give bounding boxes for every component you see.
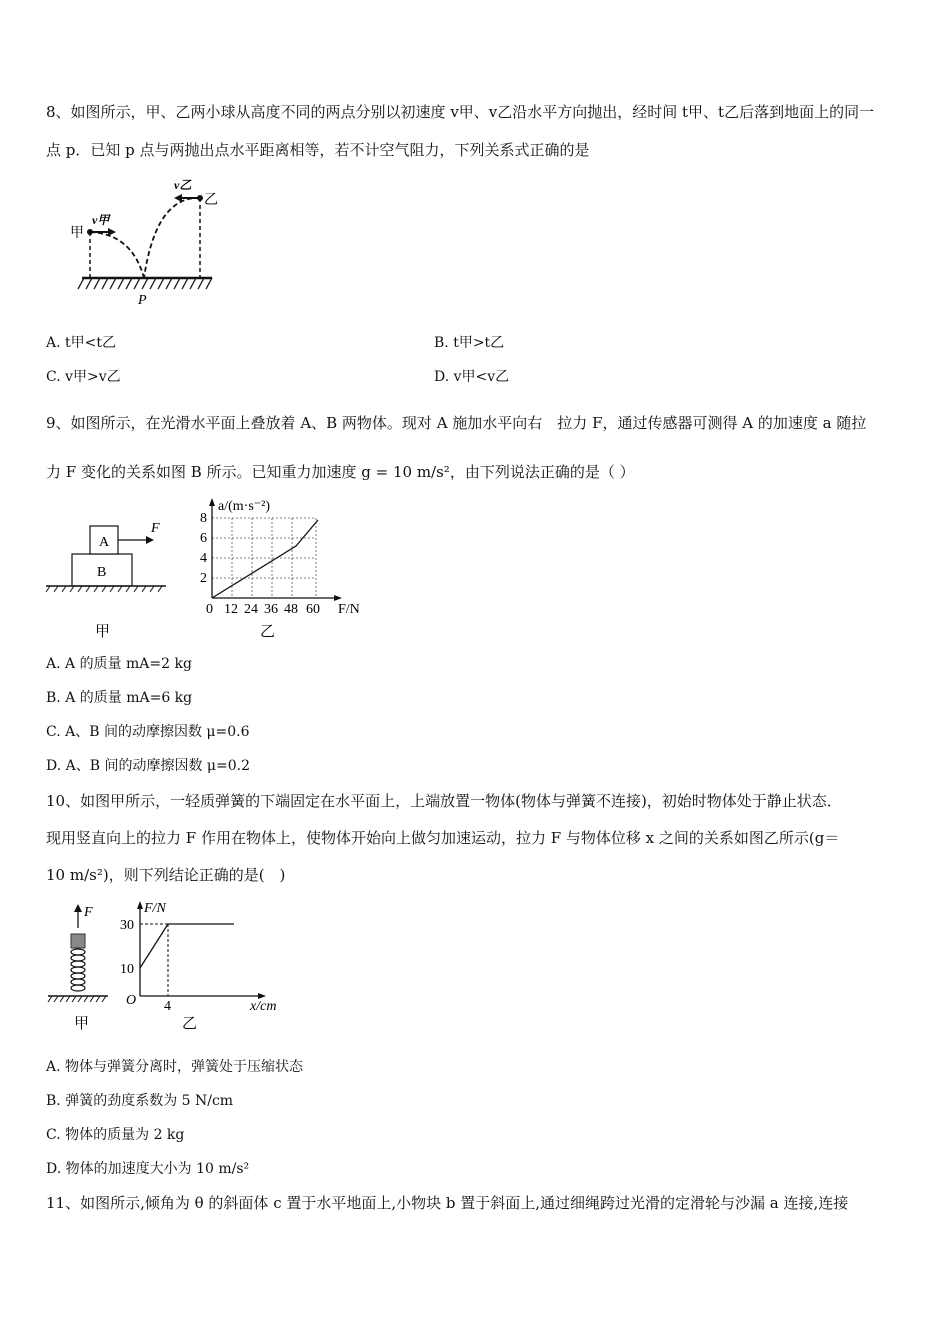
block-a-label: A bbox=[99, 535, 110, 550]
ytick-10: 10 bbox=[120, 962, 134, 977]
block bbox=[71, 934, 85, 948]
q9-option-a[interactable]: A. A 的质量 mA=2 kg bbox=[46, 656, 192, 672]
q8-projectile-figure bbox=[64, 174, 224, 310]
q10-stem-line3: 10 m/s²)，则下列结论正确的是( ) bbox=[46, 866, 286, 884]
q8-option-a[interactable]: A. t甲<t乙 bbox=[46, 335, 116, 351]
q9-stem-line1: 9、如图所示，在光滑水平面上叠放着 A、B 两物体。现对 A 施加水平向右 拉力 F，通过传感器可测得 A 的加速度 a 随拉 bbox=[46, 414, 867, 432]
q9-option-c[interactable]: C. A、B 间的动摩擦因数 μ=0.6 bbox=[46, 724, 250, 740]
q8-stem-line2: 点 p．已知 p 点与两抛出点水平距离相等，若不计空气阻力，下列关系式正确的是 bbox=[46, 141, 590, 159]
q10-left-caption: 甲 bbox=[74, 1016, 90, 1032]
ground-hatch bbox=[78, 278, 212, 289]
force-label: F bbox=[151, 521, 160, 536]
xtick-24: 24 bbox=[244, 602, 258, 617]
block-b-label: B bbox=[97, 565, 107, 580]
xtick-36: 36 bbox=[264, 602, 278, 617]
q11-stem-line1: 11、如图所示,倾角为 θ 的斜面体 c 置于水平地面上,小物块 b 置于斜面上,通过细绳跨过光滑的定滑轮与沙漏 a 连接,连接 bbox=[46, 1194, 849, 1212]
q10-option-a[interactable]: A. 物体与弹簧分离时，弹簧处于压缩状态 bbox=[46, 1059, 304, 1075]
pull-force-arrow bbox=[74, 904, 82, 912]
xtick-4: 4 bbox=[164, 999, 171, 1014]
q8-stem-line1: 8、如图所示，甲、乙两小球从高度不同的两点分别以初速度 v甲、v乙沿水平方向抛出，经时间 t甲、t乙后落到地面上的同一 bbox=[46, 103, 875, 121]
q9-xlabel: F/N bbox=[338, 602, 360, 617]
f-x-line bbox=[140, 924, 234, 968]
q10-option-d[interactable]: D. 物体的加速度大小为 10 m/s² bbox=[46, 1161, 250, 1177]
q10-stem-line1: 10、如图甲所示，一轻质弹簧的下端固定在水平面上，上端放置一物体(物体与弹簧不连接)，初始时物体处于静止状态． bbox=[46, 792, 842, 810]
grid bbox=[212, 518, 316, 598]
yi-trajectory bbox=[144, 198, 200, 278]
force-arrow bbox=[146, 536, 154, 544]
v-jia-label: v甲 bbox=[92, 213, 110, 227]
spring bbox=[71, 949, 85, 991]
q9-a-f-graph bbox=[196, 494, 376, 644]
jia-trajectory bbox=[90, 232, 144, 278]
p-label: P bbox=[138, 293, 147, 308]
origin-label: O bbox=[126, 993, 137, 1008]
q9-ylabel: a/(m·s⁻²) bbox=[218, 499, 271, 514]
xtick-12: 12 bbox=[224, 602, 238, 617]
q10-xlabel: x/cm bbox=[250, 999, 277, 1014]
xtick-0: 0 bbox=[206, 602, 213, 617]
a-f-line bbox=[212, 520, 318, 598]
q9-blocks-figure bbox=[44, 516, 174, 644]
q10-option-b[interactable]: B. 弹簧的劲度系数为 5 N/cm bbox=[46, 1093, 234, 1109]
q10-option-c[interactable]: C. 物体的质量为 2 kg bbox=[46, 1127, 185, 1143]
yi-label: 乙 bbox=[204, 193, 218, 208]
q9-right-caption: 乙 bbox=[260, 624, 276, 640]
q10-right-caption: 乙 bbox=[182, 1016, 198, 1032]
ytick-6: 6 bbox=[200, 531, 207, 546]
q9-stem-line2: 力 F 变化的关系如图 B 所示。已知重力加速度 g = 10 m/s²，由下列说法正确的是（ ） bbox=[46, 463, 635, 481]
q10-ylabel: F/N bbox=[144, 901, 166, 916]
q8-option-c[interactable]: C. v甲>v乙 bbox=[46, 369, 121, 385]
q8-option-d[interactable]: D. v甲<v乙 bbox=[434, 369, 510, 385]
q9-option-b[interactable]: B. A 的质量 mA=6 kg bbox=[46, 690, 193, 706]
xtick-60: 60 bbox=[306, 602, 320, 617]
q9-left-caption: 甲 bbox=[95, 624, 111, 640]
q10-spring-figure bbox=[44, 900, 124, 1034]
v-yi-label: v乙 bbox=[174, 178, 192, 192]
spring-force-label: F bbox=[84, 905, 93, 920]
ytick-30: 30 bbox=[120, 918, 134, 933]
q9-option-d[interactable]: D. A、B 间的动摩擦因数 μ=0.2 bbox=[46, 758, 251, 774]
ytick-4: 4 bbox=[200, 551, 207, 566]
v-yi-arrow bbox=[174, 194, 182, 202]
ytick-2: 2 bbox=[200, 571, 207, 586]
q10-stem-line2: 现用竖直向上的拉力 F 作用在物体上，使物体开始向上做匀加速运动，拉力 F 与物体位移 x 之间的关系如图乙所示(g＝ bbox=[46, 829, 840, 847]
jia-label: 甲 bbox=[70, 226, 84, 241]
q10-f-x-graph bbox=[114, 896, 290, 1036]
xtick-48: 48 bbox=[284, 602, 298, 617]
ytick-8: 8 bbox=[200, 511, 207, 526]
q8-option-b[interactable]: B. t甲>t乙 bbox=[434, 335, 505, 351]
v-jia-arrow bbox=[108, 228, 116, 236]
